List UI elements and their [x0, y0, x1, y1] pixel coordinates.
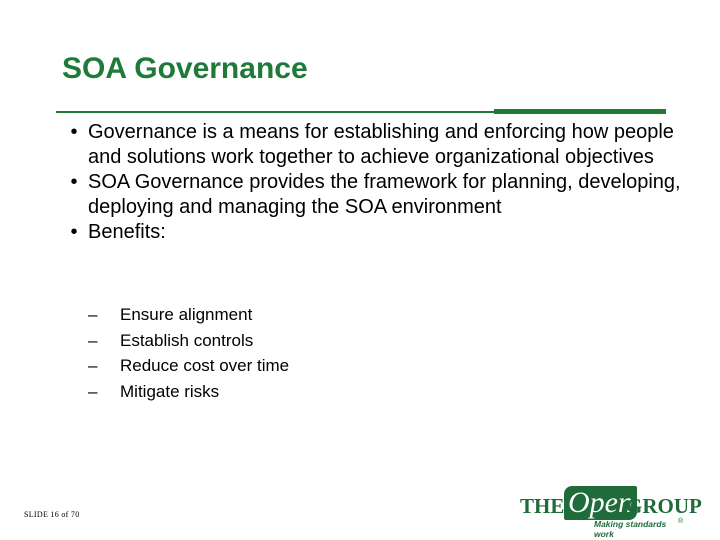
dash-marker: – [88, 356, 98, 375]
benefit-item [88, 302, 289, 328]
bullet-list [60, 120, 690, 245]
dash-marker: – [88, 305, 98, 324]
benefits-list [88, 302, 289, 404]
benefit-text: Establish controls [120, 330, 254, 350]
bullet-marker: • [70, 221, 78, 243]
logo-tagline: Making standards work [594, 519, 667, 539]
bullet-text: Governance is a means for establishing and enforcing how people and solutions work together to achieve organizational objectives [88, 121, 674, 168]
open-group-logo [520, 486, 702, 539]
dash-marker: – [88, 381, 98, 401]
bullet-text: SOA Governance provides the framework for planning, developing, deploying and managing the SOA environment [88, 171, 681, 218]
slide-number: SLIDE 16 of 70 [24, 510, 80, 519]
bullet-marker: • [70, 121, 78, 143]
benefit-text: Reduce cost over time [120, 356, 290, 375]
bullet-text: Benefits: [88, 221, 166, 243]
benefit-item [88, 328, 289, 354]
bullet-item [60, 170, 690, 220]
bullet-marker: • [70, 171, 78, 193]
benefit-text: Ensure alignment [120, 305, 253, 324]
benefit-item [88, 379, 289, 405]
logo-the: THE [520, 494, 565, 518]
title-underline-accent [494, 109, 666, 114]
title-underline [56, 111, 496, 113]
logo-registered-mark: ® [678, 518, 684, 525]
benefit-item [88, 353, 289, 379]
logo-open: Open [564, 486, 637, 520]
logo-group: GROUP [626, 494, 702, 518]
dash-marker: – [88, 330, 98, 350]
bullet-item [60, 120, 690, 170]
bullet-item [60, 220, 690, 245]
slide-title: SOA Governance [62, 52, 308, 85]
benefit-text: Mitigate risks [120, 381, 220, 401]
